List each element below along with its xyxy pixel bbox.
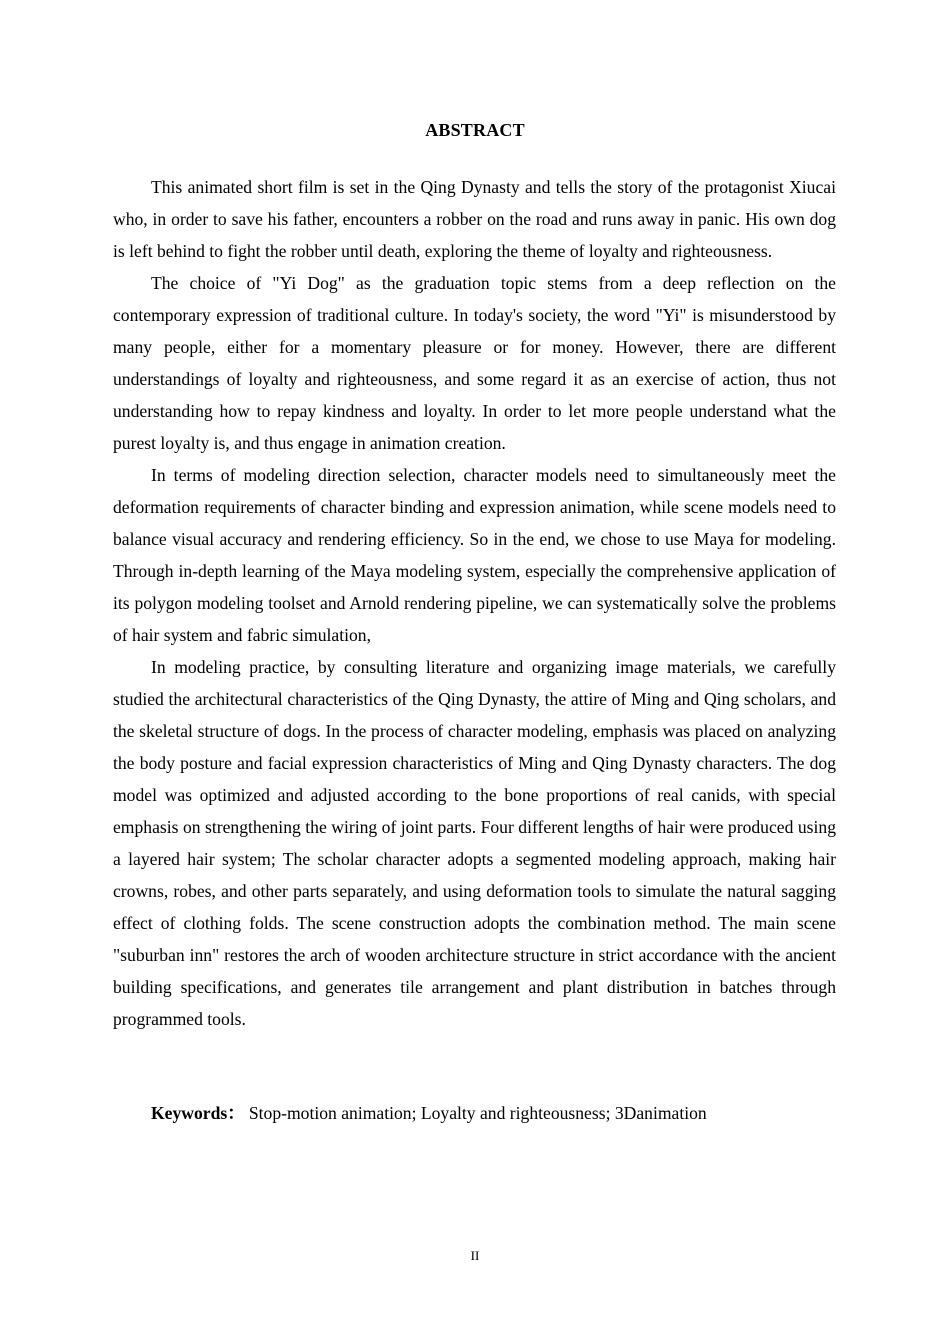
abstract-paragraph-1: This animated short film is set in the Qing Dynasty and tells the story of the protagonist Xiucai who, in order to save his father, encounters a robber on the road and runs away in panic. His own dog is left behind to fight the robber until death, exploring the theme of loyalty and righteousness. — [113, 177, 836, 261]
abstract-paragraph-3: In terms of modeling direction selection, character models need to simultaneously meet the deformation requirements of character binding and expression animation, while scene models need to balance visual accuracy and rendering efficiency. So in the end, we chose to use Maya for modeling. Through in-depth learning of the Maya modeling system, especially the comprehensive application of its polygon modeling toolset and Arnold rendering pipeline, we can systematically solve the problems of hair system and fabric simulation, — [113, 465, 836, 645]
abstract-body — [113, 171, 836, 1035]
keywords-label: Keywords — [151, 1103, 228, 1123]
keywords-line — [151, 1097, 851, 1129]
abstract-title: ABSTRACT — [425, 120, 525, 140]
page-number: II — [470, 1248, 480, 1263]
abstract-paragraph-4: In modeling practice, by consulting literature and organizing image materials, we carefully studied the architectural characteristics of the Qing Dynasty, the attire of Ming and Qing scholars, and the skeletal structure of dogs. In the process of character modeling, emphasis was placed on analyzing the body posture and facial expression characteristics of Ming and Qing Dynasty characters. The dog model was optimized and adjusted according to the bone proportions of real canids, with special emphasis on strengthening the wiring of joint parts. Four different lengths of hair were produced using a layered hair system; The scholar character adopts a segmented modeling approach, making hair crowns, robes, and other parts separately, and using deformation tools to simulate the natural sagging effect of clothing folds. The scene construction adopts the combination method. The main scene "suburban inn" restores the arch of wooden architecture structure in strict accordance with the ancient building specifications, and generates tile arrangement and plant distribution in batches through programmed tools. — [113, 657, 836, 1029]
abstract-paragraph-2: The choice of "Yi Dog" as the graduation topic stems from a deep reflection on the contemporary expression of traditional culture. In today's society, the word "Yi" is misunderstood by many people, either for a momentary pleasure or for money. However, there are different understandings of loyalty and righteousness, and some regard it as an exercise of action, thus not understanding how to repay kindness and loyalty. In order to let more people understand what the purest loyalty is, and thus engage in animation creation. — [113, 273, 836, 453]
keywords-text: Stop-motion animation; Loyalty and righteousness; 3Danimation — [248, 1103, 707, 1123]
keywords-separator: ： — [227, 1103, 245, 1123]
